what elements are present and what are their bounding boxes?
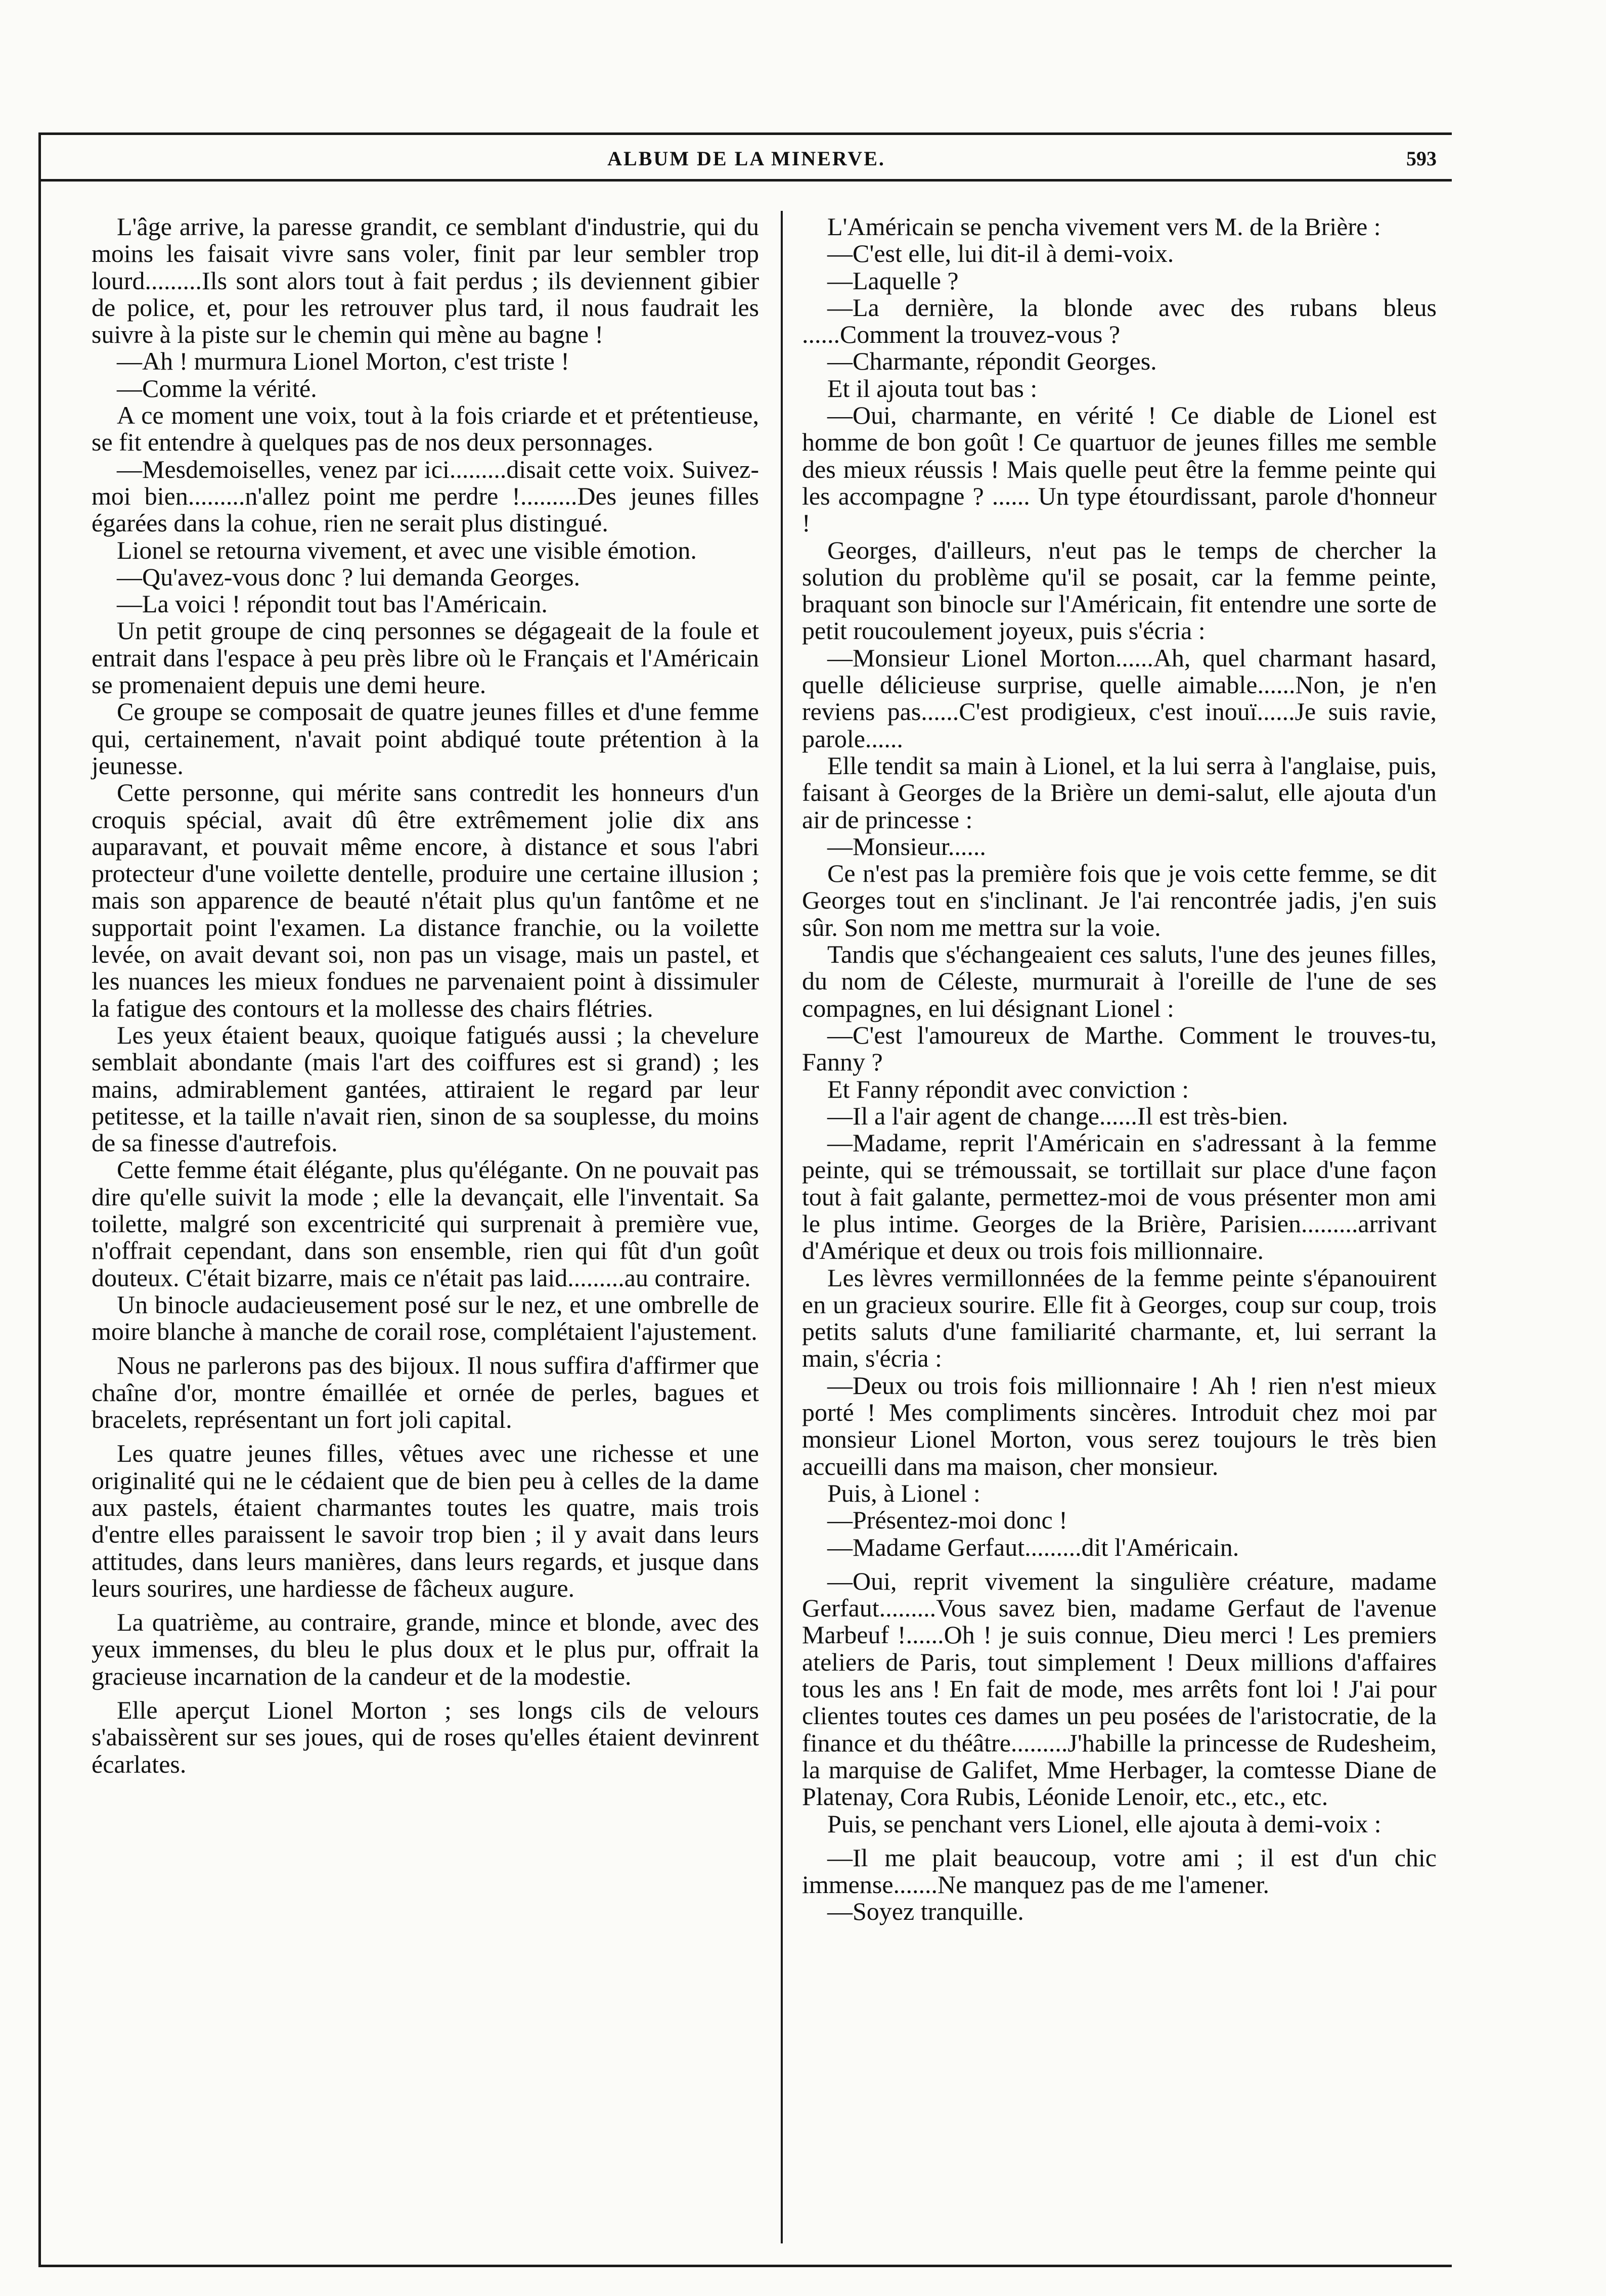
- header-top-rule: [41, 132, 1452, 135]
- paragraph: La quatrième, au contraire, grande, mince et blonde, avec des yeux immenses, du bleu le plus doux et le plus pur, offrait la gracieuse incarnation de la candeur et de la modestie.: [92, 1608, 759, 1690]
- paragraph: —Ah ! murmura Lionel Morton, c'est triste !: [117, 347, 569, 376]
- paragraph: —C'est l'amoureux de Marthe. Comment le trouves-tu, Fanny ?: [802, 1020, 1437, 1076]
- paragraph: —Madame, reprit l'Américain en s'adressant à la femme peinte, qui se trémoussait, se tortillait sur place d'une façon tout à fait galante, permettez-moi de vous présenter mon ami le plus intime. Georges de la Brière, Parisien.........arrivant d'Amérique et deux ou trois fois millionnaire.: [802, 1129, 1437, 1265]
- paragraph: Puis, se penchant vers Lionel, elle ajouta à demi-voix :: [827, 1809, 1381, 1838]
- page-header: [41, 132, 1452, 183]
- paragraph: Lionel se retourna vivement, et avec une visible émotion.: [117, 535, 697, 564]
- paragraph: Et il ajouta tout bas :: [827, 374, 1038, 402]
- paragraph: Les yeux étaient beaux, quoique fatigués aussi ; la chevelure semblait abondante (mais l'art des coiffures est si grand) ; les mains, admirablement gantées, attiraient le regard par leur petitesse, et la taille n'avait rien, sinon de sa souplesse, du moins de sa finesse d'autrefois.: [92, 1020, 759, 1157]
- paragraph: —C'est elle, lui dit-il à demi-voix.: [827, 239, 1174, 268]
- paragraph: —Il me plait beaucoup, votre ami ; il est d'un chic immense.......Ne manquez pas de me l'amener.: [802, 1843, 1437, 1899]
- paragraph: —Soyez tranquille.: [827, 1897, 1024, 1926]
- paragraph: Ce groupe se composait de quatre jeunes filles et d'une femme qui, certainement, n'avait point abdiqué toute prétention à la jeunesse.: [92, 697, 759, 780]
- paragraph: —La dernière, la blonde avec des rubans bleus ......Comment la trouvez-vous ?: [802, 293, 1437, 349]
- header-bottom-rule: [41, 179, 1452, 182]
- paragraph: —Charmante, répondit Georges.: [827, 347, 1157, 376]
- paragraph: Les quatre jeunes filles, vêtues avec une richesse et une originalité qui ne le cédaient que de bien peu à celles de la dame aux pastels, étaient charmantes toutes les quatre, mais trois d'entre elles paraissent le savoir trop bien ; il y avait dans leurs attitudes, dans leurs manières, dans leurs regards, et jusque dans leurs sourires, une hardiesse de fâcheux augure.: [92, 1439, 759, 1602]
- paragraph: Un binocle audacieusement posé sur le nez, et une ombrelle de moire blanche à manche de corail rose, complétaient l'ajustement.: [92, 1290, 759, 1346]
- paragraph: Et Fanny répondit avec conviction :: [827, 1074, 1189, 1103]
- paragraph: —Laquelle ?: [827, 266, 959, 295]
- right-column: [802, 213, 1437, 1925]
- paragraph: —Deux ou trois fois millionnaire ! Ah ! rien n'est mieux porté ! Mes compliments sincères. Introduit chez moi par monsieur Lionel Morton, vous serez toujours le très bien accueilli dans ma maison, cher monsieur.: [802, 1371, 1437, 1480]
- paragraph: Elle tendit sa main à Lionel, et la lui serra à l'anglaise, puis, faisant à Georges de la Brière un demi-salut, elle ajouta d'un air de princesse :: [802, 751, 1437, 834]
- paragraph: Cette personne, qui mérite sans contredit les honneurs d'un croquis spécial, avait dû être extrêmement jolie dix ans auparavant, et pouvait même encore, à distance et sous l'abri protecteur d'une voilette dentelle, produire une certaine illusion ; mais son apparence de beauté n'était plus qu'un fantôme et ne supportait point l'examen. La distance franchie, ou la voilette levée, on avait devant soi, non pas un visage, mais un pastel, et les nuances les mieux fondues ne parvenaient point à dissimuler la fatigue des contours et la mollesse des chairs flétries.: [92, 778, 759, 1022]
- paragraph: Elle aperçut Lionel Morton ; ses longs cils de velours s'abaissèrent sur ses joues, qui de roses qu'elles étaient devinrent écarlates.: [92, 1696, 759, 1778]
- paragraph: —Oui, reprit vivement la singulière créature, madame Gerfaut.........Vous savez bien, madame Gerfaut de l'avenue Marbeuf !......Oh ! je suis connue, Dieu merci ! Les premiers ateliers de Paris, tout simplement ! Deux millions d'affaires tous les ans ! En fait de mode, mes arrêts font loi ! J'ai pour clientes toutes ces dames un peu posées de l'aristocratie, de la finance et du théâtre.........J'habille la princesse de Rudesheim, la marquise de Galifet, Mme Herbager, la comtesse Diane de Platenay, Cora Rubis, Léonide Lenoir, etc., etc., etc.: [802, 1566, 1437, 1811]
- page-number: 593: [1406, 147, 1437, 170]
- column-divider: [781, 211, 783, 2243]
- paragraph: Un petit groupe de cinq personnes se dégageait de la foule et entrait dans l'espace à peu près libre où le Français et l'Américain se promenaient depuis une demi heure.: [92, 616, 759, 699]
- paragraph: Nous ne parlerons pas des bijoux. Il nous suffira d'affirmer que chaîne d'or, montre émaillée et ornée de perles, bagues et bracelets, représentant un fort joli capital.: [92, 1351, 759, 1434]
- paragraph: —Monsieur......: [827, 832, 986, 861]
- paragraph: Tandis que s'échangeaient ces saluts, l'une des jeunes filles, du nom de Céleste, murmurait à l'oreille de l'une de ses compagnes, en lui désignant Lionel :: [802, 940, 1437, 1022]
- paragraph: Cette femme était élégante, plus qu'élégante. On ne pouvait pas dire qu'elle suivit la mode ; elle la devançait, elle l'inventait. Sa toilette, malgré son excentricité qui surprenait à première vue, n'offrait cependant, dans son ensemble, rien qui fût d'un goût douteux. C'était bizarre, mais ce n'était pas laid.........au contraire.: [92, 1155, 759, 1292]
- paragraph: —Mesdemoiselles, venez par ici.........disait cette voix. Suivez-moi bien.........n'allez point me perdre !.........Des jeunes filles égarées dans la cohue, rien ne serait plus distingué.: [92, 455, 759, 537]
- paragraph: —Madame Gerfaut.........dit l'Américain.: [827, 1533, 1239, 1561]
- paragraph: —Présentez-moi donc !: [827, 1506, 1067, 1535]
- paragraph: —La voici ! répondit tout bas l'Américain.: [117, 590, 548, 618]
- paragraph: —Il a l'air agent de change......Il est très-bien.: [827, 1101, 1288, 1130]
- paragraph: L'Américain se pencha vivement vers M. de la Brière :: [827, 212, 1381, 241]
- paragraph: L'âge arrive, la paresse grandit, ce semblant d'industrie, qui du moins les faisait vivre sans voler, finit par leur sembler trop lourd.........Ils sont alors tout à fait perdus ; ils deviennent gibier de police, et, pour les retrouver plus tard, il nous faudrait les suivre à la piste sur le chemin qui mène au bagne !: [92, 212, 759, 349]
- paragraph: Ce n'est pas la première fois que je vois cette femme, se dit Georges tout en s'inclinant. Je l'ai rencontrée jadis, j'en suis sûr. Son nom me mettra sur la voie.: [802, 859, 1437, 941]
- paragraph: —Oui, charmante, en vérité ! Ce diable de Lionel est homme de bon goût ! Ce quartuor de jeunes filles me semble des mieux réussis ! Mais quelle peut être la femme peinte qui les accompagne ? ...... Un type étourdissant, parole d'honneur !: [802, 401, 1437, 537]
- left-column: [92, 213, 759, 1778]
- paragraph: Georges, d'ailleurs, n'eut pas le temps de chercher la solution du problème qu'il se posait, car la femme peinte, braquant son binocle sur l'Américain, fit entendre une sorte de petit roucoulement joyeux, puis s'écria :: [802, 535, 1437, 645]
- footer-rule: [41, 2265, 1452, 2267]
- paragraph: —Qu'avez-vous donc ? lui demanda Georges.: [117, 562, 581, 591]
- paragraph: Les lèvres vermillonnées de la femme peinte s'épanouirent en un gracieux sourire. Elle fit à Georges, coup sur coup, trois petits saluts d'une familiarité charmante, et, lui serrant la main, s'écria :: [802, 1263, 1437, 1373]
- paragraph: —Comme la vérité.: [117, 374, 317, 402]
- running-title: ALBUM DE LA MINERVE.: [607, 147, 885, 170]
- paragraph: Puis, à Lionel :: [827, 1478, 980, 1507]
- paragraph: —Monsieur Lionel Morton......Ah, quel charmant hasard, quelle délicieuse surprise, quelle aimable......Non, je n'en reviens pas......C'est prodigieux, c'est inouï......Je suis ravie, parole......: [802, 643, 1437, 753]
- paragraph: A ce moment une voix, tout à la fois criarde et et prétentieuse, se fit entendre à quelques pas de nos deux personnages.: [92, 401, 759, 457]
- journal-page: [38, 132, 1452, 2267]
